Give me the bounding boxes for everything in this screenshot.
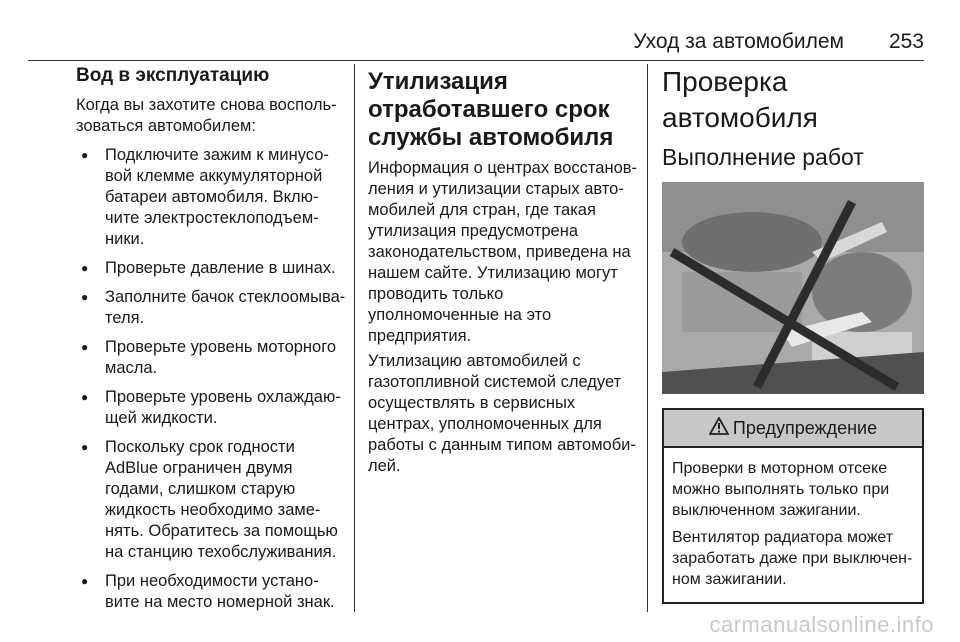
checklist: [76, 145, 346, 613]
warning-triangle-icon: [709, 417, 729, 440]
page-header: [28, 30, 924, 62]
list-item: ● Поскольку срок годности AdBlue ограничен двумя годами, слишком старую жидкость необходимо заменять. Обратитесь за помощью на станцию техобслуживания.: [76, 437, 346, 563]
chapter-title: Проверка автомобиля: [662, 66, 818, 133]
list-item: ● Проверьте уровень моторного масла.: [76, 337, 346, 379]
warning-header: [664, 410, 922, 448]
warning-box: [662, 408, 924, 604]
list-item: ● При необходимости установите на место номерной знак.: [76, 571, 346, 613]
watermark: carmanualsonline.info: [709, 612, 934, 637]
section-heading: Утилизация отработавшего срок службы автомобиля: [368, 68, 614, 151]
section-heading: Вод в эксплуатацию: [76, 65, 270, 86]
warning-paragraph: Вентилятор радиатора может заработать даже при выключенном зажигании.: [672, 529, 913, 588]
warning-body: [664, 448, 922, 602]
warning-paragraph: Проверки в моторном отсеке можно выполнять только при выключенном зажигании.: [672, 460, 890, 519]
paragraph: Утилизацию автомобилей с газотопливной системой следует осуществлять в сервисных центрах, уполномоченных для работы с данным типом автомобилей.: [368, 352, 636, 475]
page-number: 253: [888, 30, 924, 53]
column-divider: [647, 64, 648, 612]
list-item: ● Проверьте уровень охлаждающей жидкости.: [76, 387, 346, 429]
warning-title: Предупреждение: [732, 417, 878, 438]
header-title: Уход за автомобилем: [633, 30, 844, 53]
column-right: [662, 64, 924, 604]
column-middle: [368, 64, 638, 481]
list-item: ● Заполните бачок стеклоомывателя.: [76, 287, 346, 329]
subsection-title: Выполнение работ: [662, 144, 864, 170]
intro-paragraph: Когда вы захотите снова воспользоваться автомобилем:: [76, 96, 337, 135]
list-item: ● Проверьте давление в шинах.: [76, 258, 346, 279]
header-rule: [28, 60, 924, 61]
list-item: ● Подключите зажим к минусовой клемме аккумуляторной батареи автомобиля. Включите электростеклоподъемники.: [76, 145, 346, 250]
engine-bay-photo: [662, 182, 924, 394]
column-left: [76, 64, 346, 621]
column-divider: [354, 64, 355, 612]
paragraph: Информация о центрах восстановления и утилизации старых автомобилей для стран, где такая утилизация предусмотрена законодательством, приведена на нашем сайте. Утилизацию могут проводить только уполномоченные на это предприятия.: [368, 159, 638, 345]
